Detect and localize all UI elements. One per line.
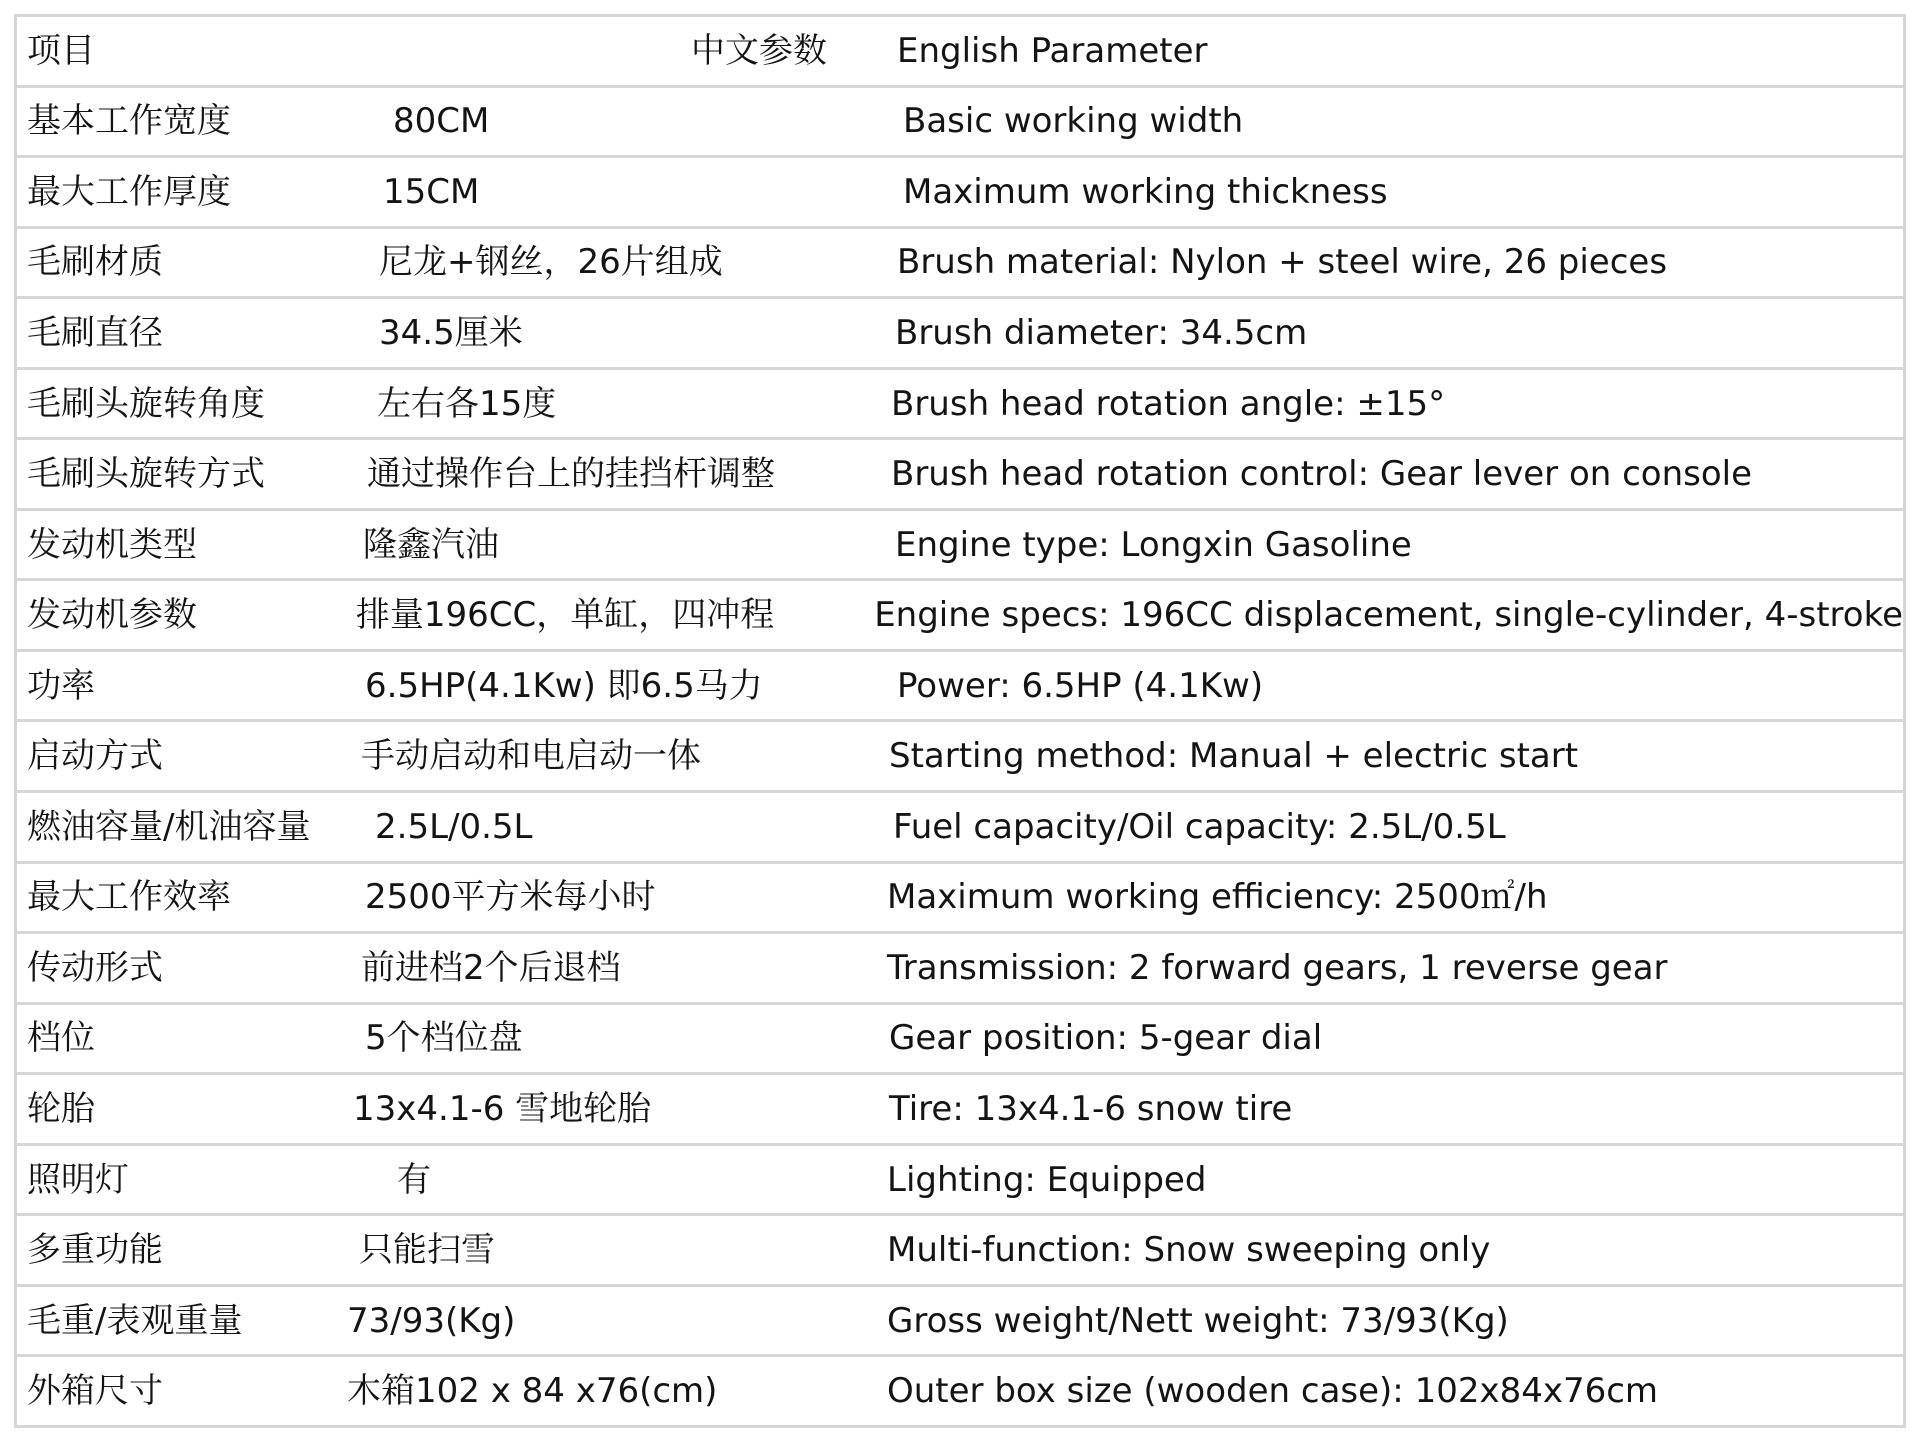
row-en: Gross weight/Nett weight: 73/93(Kg) — [887, 1300, 1509, 1341]
row-zh: 排量196CC，单缸，四冲程 — [355, 595, 775, 636]
table-row — [17, 1216, 1903, 1287]
row-zh: 5个档位盘 — [365, 1018, 523, 1059]
row-zh: 2500平方米每小时 — [365, 877, 656, 918]
header-zh: 中文参数 — [691, 30, 827, 71]
row-en: Engine specs: 196CC displacement, single-cylinder, 4-stroke — [874, 595, 1903, 636]
row-en: Tire: 13x4.1-6 snow tire — [889, 1088, 1293, 1129]
row-item: 毛刷头旋转角度 — [27, 383, 265, 424]
row-en: Fuel capacity/Oil capacity: 2.5L/0.5L — [893, 806, 1506, 847]
row-zh: 左右各15度 — [377, 383, 557, 424]
row-item: 轮胎 — [27, 1088, 95, 1129]
row-item: 毛刷头旋转方式 — [27, 454, 265, 495]
row-item: 毛重/表观重量 — [27, 1300, 243, 1341]
row-item: 照明灯 — [27, 1159, 129, 1200]
row-item: 档位 — [27, 1018, 95, 1059]
table-row — [17, 370, 1903, 441]
table-row — [17, 229, 1903, 300]
table-row — [17, 934, 1903, 1005]
row-zh: 34.5厘米 — [379, 312, 523, 353]
row-item: 燃油容量/机油容量 — [27, 806, 311, 847]
table-row — [17, 1287, 1903, 1358]
table-row — [17, 88, 1903, 159]
row-item: 外箱尺寸 — [27, 1371, 163, 1412]
row-item: 功率 — [27, 665, 95, 706]
row-zh: 2.5L/0.5L — [375, 806, 533, 847]
row-en: Power: 6.5HP (4.1Kw) — [897, 665, 1264, 706]
row-zh: 73/93(Kg) — [347, 1300, 516, 1341]
table-row — [17, 1146, 1903, 1217]
row-item: 基本工作宽度 — [27, 101, 231, 142]
table-row — [17, 1075, 1903, 1146]
table-row — [17, 440, 1903, 511]
row-zh: 13x4.1-6 雪地轮胎 — [353, 1088, 652, 1129]
spec-table — [14, 14, 1906, 1428]
table-row — [17, 722, 1903, 793]
row-item: 传动形式 — [27, 947, 163, 988]
table-row — [17, 1005, 1903, 1076]
table-row — [17, 299, 1903, 370]
row-zh: 手动启动和电启动一体 — [361, 736, 701, 777]
row-item: 多重功能 — [27, 1230, 163, 1271]
row-en: Maximum working thickness — [903, 171, 1388, 212]
row-en: Starting method: Manual + electric start — [889, 736, 1579, 777]
row-zh: 尼龙+钢丝，26片组成 — [379, 242, 723, 283]
row-en: Gear position: 5-gear dial — [889, 1018, 1323, 1059]
table-row — [17, 652, 1903, 723]
row-item: 启动方式 — [27, 736, 163, 777]
row-item: 最大工作厚度 — [27, 171, 231, 212]
row-item: 发动机类型 — [27, 524, 197, 565]
row-item: 发动机参数 — [27, 595, 197, 636]
table-row — [17, 864, 1903, 935]
row-zh: 前进档2个后退档 — [361, 947, 621, 988]
row-item: 最大工作效率 — [27, 877, 231, 918]
row-zh: 通过操作台上的挂挡杆调整 — [367, 454, 775, 495]
row-en: Multi-function: Snow sweeping only — [887, 1230, 1491, 1271]
header-en: English Parameter — [897, 30, 1208, 71]
row-zh: 15CM — [383, 171, 480, 212]
row-en: Lighting: Equipped — [887, 1159, 1207, 1200]
row-en: Brush diameter: 34.5cm — [895, 312, 1308, 353]
row-en: Brush head rotation angle: ±15° — [891, 383, 1446, 424]
row-item: 毛刷材质 — [27, 242, 163, 283]
row-en: Brush head rotation control: Gear lever on console — [891, 454, 1753, 495]
table-row — [17, 581, 1903, 652]
row-en: Transmission: 2 forward gears, 1 reverse gear — [887, 947, 1668, 988]
row-zh: 6.5HP(4.1Kw) 即6.5马力 — [365, 665, 763, 706]
row-zh: 80CM — [393, 101, 490, 142]
row-en: Basic working width — [903, 101, 1244, 142]
table-row — [17, 793, 1903, 864]
row-zh: 木箱102 x 84 x76(cm) — [347, 1371, 718, 1412]
row-zh: 隆鑫汽油 — [363, 524, 499, 565]
row-en: Brush material: Nylon + steel wire, 26 pieces — [897, 242, 1668, 283]
row-en: Maximum working efficiency: 2500㎡/h — [887, 877, 1548, 918]
table-row — [17, 1357, 1903, 1428]
row-zh: 有 — [397, 1159, 431, 1200]
row-en: Outer box size (wooden case): 102x84x76cm — [887, 1371, 1659, 1412]
table-row — [17, 158, 1903, 229]
row-item: 毛刷直径 — [27, 312, 163, 353]
row-zh: 只能扫雪 — [359, 1230, 495, 1271]
table-row — [17, 511, 1903, 582]
header-item: 项目 — [27, 30, 95, 71]
row-en: Engine type: Longxin Gasoline — [895, 524, 1412, 565]
table-header-row — [17, 17, 1903, 88]
